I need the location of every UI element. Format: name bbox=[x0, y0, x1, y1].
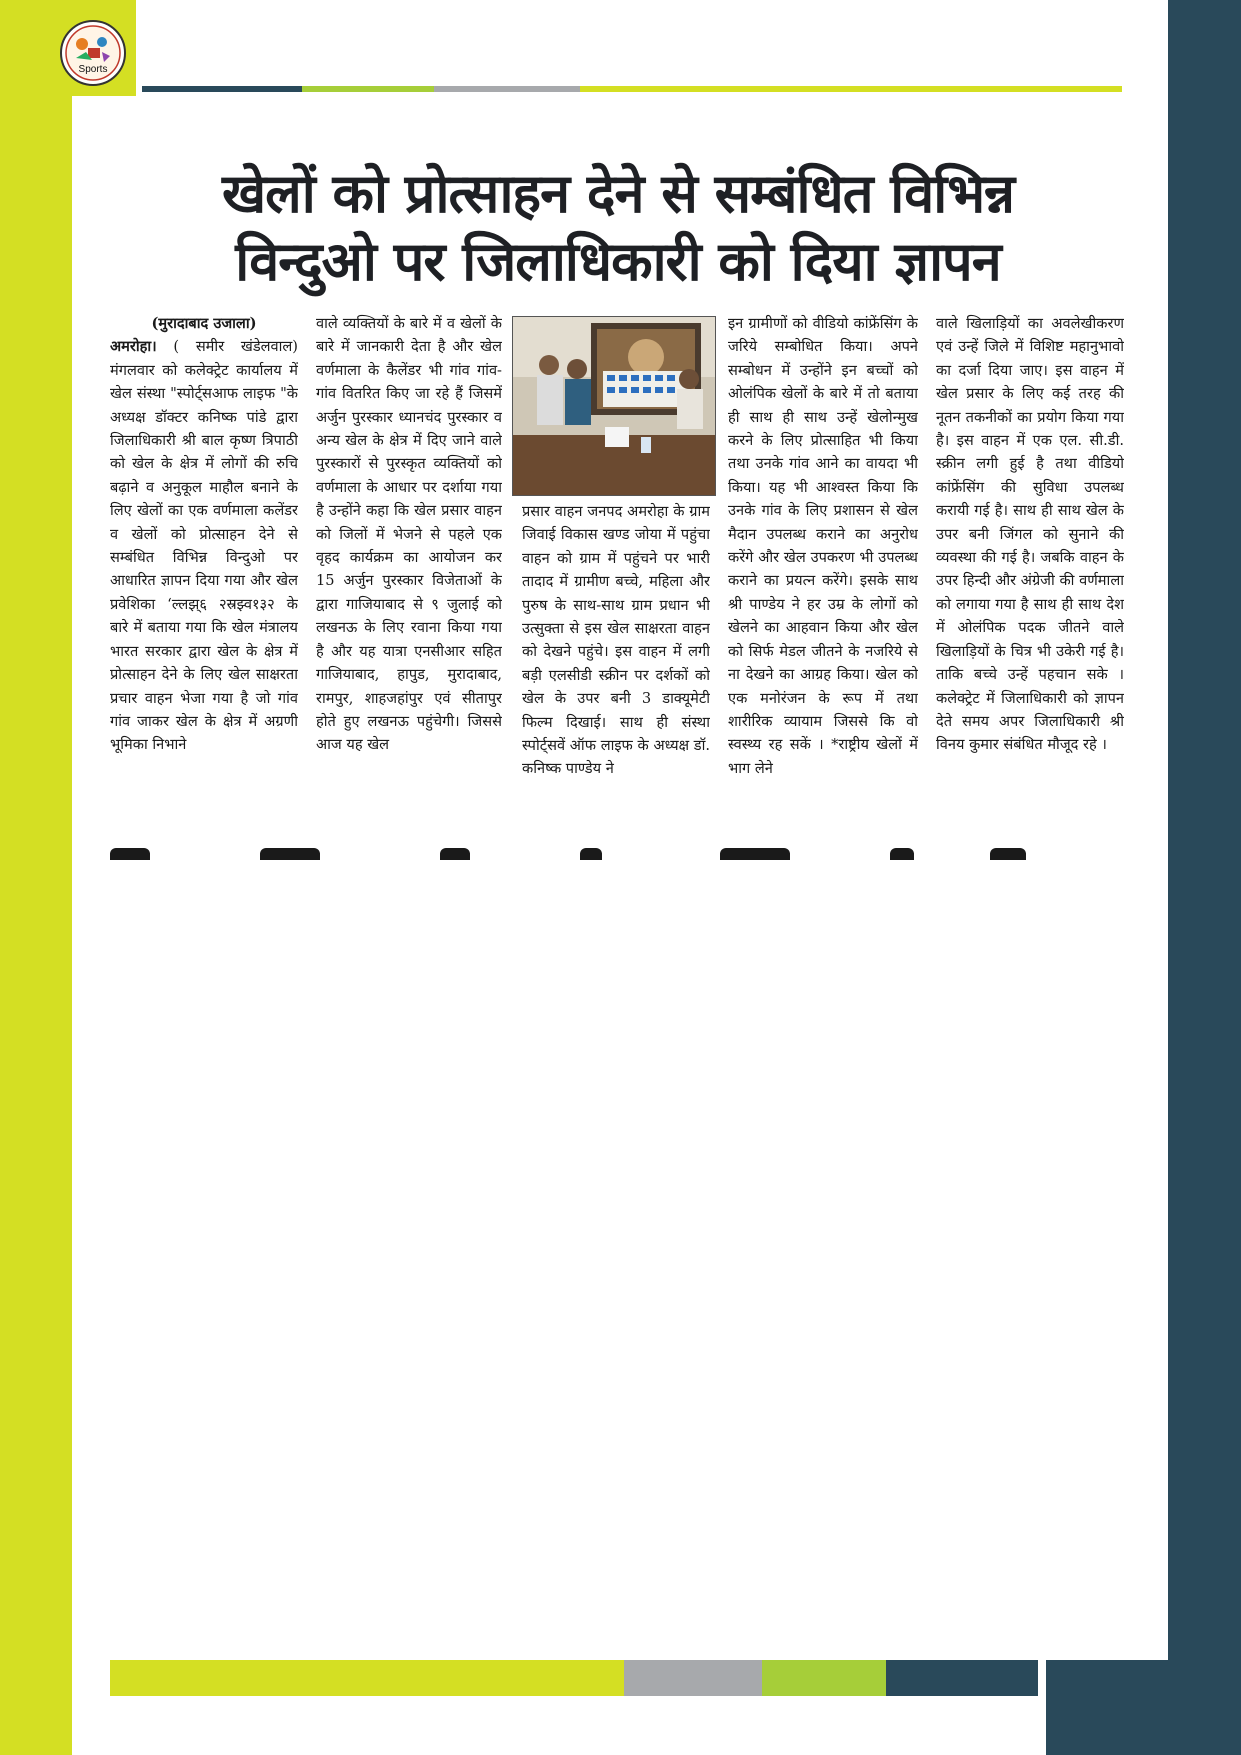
footer-rule-navy bbox=[886, 1660, 1038, 1696]
footer-rule-grey bbox=[624, 1660, 762, 1696]
left-lime-band bbox=[0, 0, 72, 1755]
article-column-1 bbox=[110, 312, 298, 837]
article-dateline: (मुरादाबाद उजाला) bbox=[151, 315, 257, 332]
article-column-5 bbox=[936, 312, 1124, 837]
headline-line-2: विन्दुओ पर जिलाधिकारी को दिया ज्ञापन bbox=[235, 230, 1001, 293]
article-headline bbox=[80, 160, 1156, 296]
header-rule-green bbox=[302, 86, 434, 92]
news-photo bbox=[512, 316, 716, 496]
news-photo-image bbox=[513, 317, 715, 495]
article-column-4 bbox=[728, 312, 918, 837]
footer-rule-green bbox=[762, 1660, 886, 1696]
article-column-3 bbox=[522, 500, 710, 837]
header-rule-lime bbox=[580, 86, 1122, 92]
column-3-text: प्रसार वाहन जनपद अमरोहा के ग्राम जिवाई विकास खण्ड जोया में पहुंचा वाहन को ग्राम में पहुंचने पर भारी तादाद में ग्रामीण बच्चे, महिला और पुरुष के साथ-साथ ग्राम प्रधान भी उत्सुक्ता से इस खेल साक्षरता वाहन को देखने पहुंचे। इस वाहन में लगी बड़ी एलसीडी स्क्रीन पर दर्शकों को खेल के उपर बनी 3 डाक्यूमेटी फिल्म दिखाई। साथ ही संस्था स्पोर्ट्सवें ऑफ लाइफ के अध्यक्ष डॉ. कनिष्क पाण्डेय ने bbox=[522, 503, 710, 778]
right-navy-band bbox=[1168, 0, 1241, 1755]
column-4-text: इन ग्रामीणों को वीडियो कांफ्रेंसिंग के जरिये सम्बोधित किया। अपने सम्बोधन में उन्होंने इन बच्चों को ओलंपिक खेलों के बारे में तो बताया ही साथ ही साथ उन्हें खेलोन्मुख करने के लिए प्रोत्साहित भी किया तथा उनके गांव आने का वायदा भी किया। यह भी आश्वस्त किया कि उनके गांव के लिए प्रशासन से खेल मैदान उपलब्ध कराने का अनुरोध करेंगे और खेल उपकरण भी उपलब्ध कराने का प्रयत्न करेंगे। इसके साथ श्री पाण्डेय ने हर उम्र के लोगों को खेलने का आहवान किया और खेल को सिर्फ मेडल जीतने के नजरिये से ना देखने का आग्रह किया। खेल को एक मनोरंजन के रूप में तथा शारीरिक व्यायाम जिससे कि वो स्वस्थ्य रह सकें । *राष्ट्रीय खेलों में भाग लेने bbox=[728, 315, 918, 777]
header-rule-grey bbox=[434, 86, 580, 92]
clipped-next-headline bbox=[110, 848, 1124, 860]
column-1-text: ( समीर खंडेलवाल) मंगलवार को कलेक्ट्रेट कार्यालय में खेल संस्था "स्पोर्ट्सआफ लाइफ "के अध्यक्ष डॉक्टर कनिष्क पांडे द्वारा जिलाधिकारी श्री बाल कृष्ण त्रिपाठी को खेल के क्षेत्र में लोगों की रुचि बढ़ाने व अनुकूल माहौल बनाने के लिए खेलों का एक वर्णमाला कलेंडर व खेलों को प्रोत्साहन देने से सम्बंधित विभिन्न विन्दुओ पर आधारित ज्ञापन दिया गया और खेल प्रवेशिका ‘ल्लझ्६ २स्रझ्व१३२ के बारे में बताया गया कि खेल मंत्रालय भारत सरकार द्वारा खेल के क्षेत्र में प्रोत्साहन देने के लिए खेल साक्षरता प्रचार वाहन भेजा गया है जो गांव गांव जाकर खेल के क्षेत्र में अग्रणी भूमिका निभाने bbox=[110, 338, 298, 754]
logo-text: Sports bbox=[78, 64, 108, 75]
sports-logo bbox=[60, 20, 126, 86]
header-rule-navy bbox=[142, 86, 302, 92]
column-5-text: वाले खिलाड़ियों का अवलेखीकरण एवं उन्हें जिले में विशिष्ट महानुभावो का दर्जा दिया जाए। इस वाहन में खेल प्रसार के लिए कई तरह की नूतन तकनीकों का प्रयोग किया गया है। इस वाहन में एक एल. सी.डी. स्क्रीन लगी हुई है तथा वीडियो कांफ्रेंसिंग की सुविधा उपलब्ध करायी गई है। साथ ही साथ खेल के उपर बनी जिंगल को सुनाने की व्यवस्था की गई है। जबकि वाहन के उपर हिन्दी और अंग्रेजी की वर्णमाला को लगाया गया है साथ ही साथ देश में ओलंपिक पदक जीतने वाले खिलाड़ियों के चित्र भी उकेरी गई है। ताकि बच्चे उन्हें पहचान सके । कलेक्ट्रेट में जिलाधिकारी को ज्ञापन देते समय अपर जिलाधिकारी श्री विनय कुमार संबंधित मौजूद रहे । bbox=[936, 315, 1124, 754]
footer-rule-lime bbox=[110, 1660, 624, 1696]
column-2-text: वाले व्यक्तियों के बारे में व खेलों के बारे में जानकारी देता है और खेल वर्णमाला के कैलेंडर भी गांव गांव-गांव वितरित किए जा रहे हैं जिसमें अर्जुन पुरस्कार ध्यानचंद पुरस्कार व अन्य खेल के क्षेत्र में दिए जाने वाले पुरस्कारों से पुरस्कृत व्यक्तियों को वर्णमाला के आधार पर दर्शाया गया है उन्होंने कहा कि खेल प्रसार वाहन को जिलों में भेजने से पहले एक वृहद कार्यक्रम का आयोजन कर 15 अर्जुन पुरस्कार विजेताओं के द्वारा गाजियाबाद से ९ जुलाई को लखनऊ के लिए रवाना किया गया है और यह यात्रा एनसीआर सहित गाजियाबाद, हापुड, मुरादाबाद, रामपुर, शाहजहांपुर एवं सीतापुर होते हुए लखनऊ पहुंचेगी। जिससे आज यह खेल bbox=[316, 315, 502, 754]
headline-line-1: खेलों को प्रोत्साहन देने से सम्बंधित विभिन्न bbox=[221, 162, 1015, 225]
bottom-right-navy-block bbox=[1046, 1660, 1241, 1755]
article-column-2 bbox=[316, 312, 502, 837]
article-place: अमरोहा। bbox=[110, 338, 157, 356]
